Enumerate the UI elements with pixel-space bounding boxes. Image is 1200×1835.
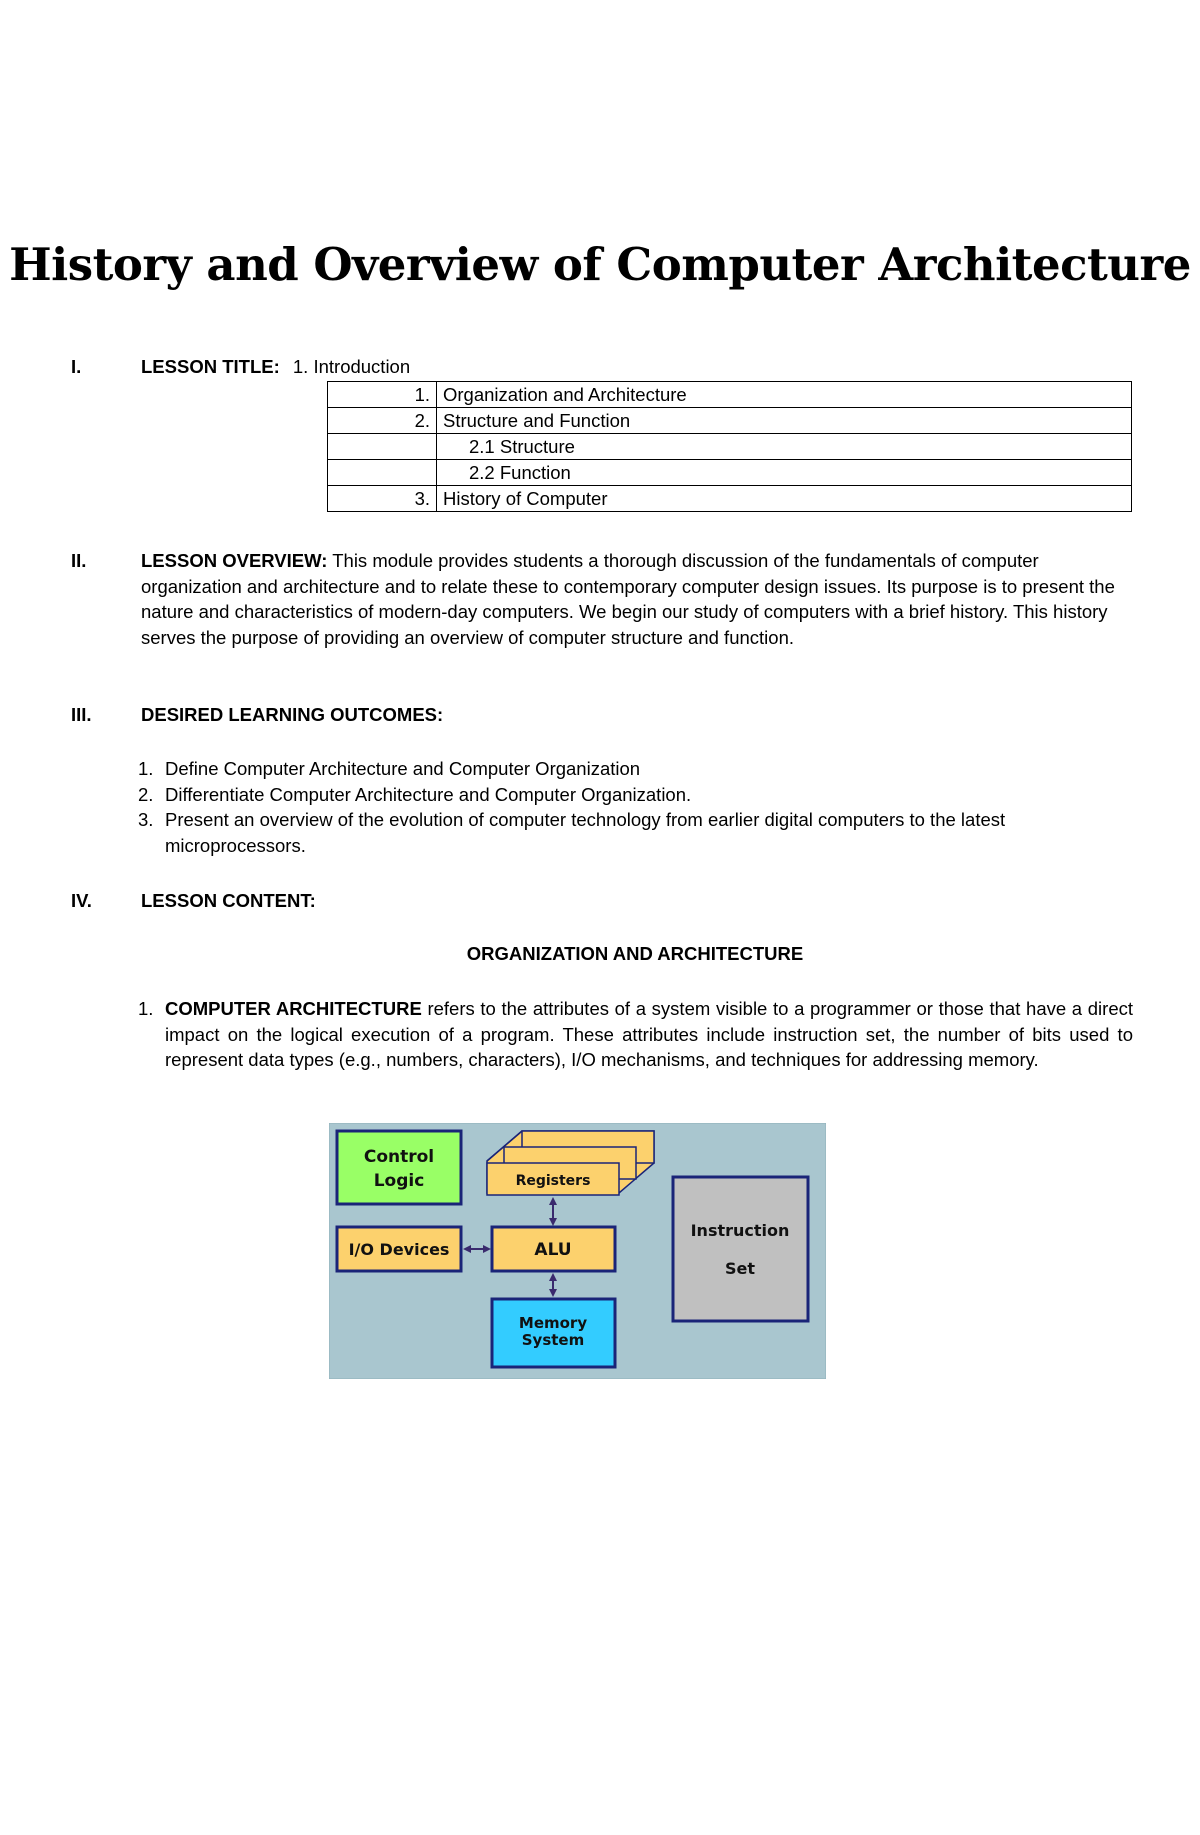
list-text: Present an overview of the evolution of computer technology from earlier digital computers to the latest microprocessors. (165, 809, 1006, 856)
topics-table (327, 381, 1132, 512)
table-row (328, 434, 1132, 460)
computer-architecture-term: COMPUTER ARCHITECTURE (165, 998, 422, 1019)
control-logic-label-2: Logic (373, 1171, 425, 1191)
lesson-content-heading: LESSON CONTENT: (141, 890, 316, 911)
learning-outcomes-list (138, 756, 1133, 858)
learning-outcomes-heading: DESIRED LEARNING OUTCOMES: (141, 704, 444, 725)
computer-architecture-definition: refers to the attributes of a system visible to a programmer or those that have a direct impact on the logical execution of a program. These attributes include instruction set, the number of bits used to represent data types (e.g., numbers, characters), I/O mechanisms, and techniques for addressing memory. (165, 998, 1133, 1070)
registers-label: Registers (515, 1173, 591, 1189)
topic-number (328, 460, 437, 486)
topic-number: 1. (328, 382, 437, 408)
topic-text: 2.1 Structure (437, 434, 1132, 460)
list-item (138, 807, 1133, 858)
registers-stack (487, 1131, 654, 1195)
section-1-heading (141, 356, 410, 378)
lesson-overview-text: This module provides students a thorough discussion of the fundamentals of computer organization and architecture and to relate these to contemporary computer design issues. Its purpose is to present the nature and characteristics of modern-day computers. We begin our study of computers with a brief history. This history serves the purpose of providing an overview of computer structure and function. (141, 550, 1115, 648)
memory-system-box (492, 1299, 615, 1367)
organization-architecture-heading: ORGANIZATION AND ARCHITECTURE (466, 943, 804, 964)
memory-label-2: System (521, 1331, 585, 1349)
control-logic-label-1: Control (363, 1147, 435, 1167)
lesson-content-list (138, 996, 1133, 1073)
section-2-numeral: II. (71, 550, 87, 571)
lesson-title-label: LESSON TITLE: (141, 356, 280, 377)
instruction-label-2: Set (724, 1259, 756, 1278)
topic-number: 2. (328, 408, 437, 434)
list-number: 1. (138, 998, 154, 1019)
instruction-set-box (673, 1177, 808, 1321)
lesson-title-intro: 1. Introduction (292, 356, 411, 377)
computer-architecture-diagram (329, 1123, 826, 1379)
list-text: Differentiate Computer Architecture and Computer Organization. (165, 783, 692, 805)
topic-text: Organization and Architecture (437, 382, 1132, 408)
section-3-numeral: III. (71, 704, 92, 725)
lesson-overview-paragraph (141, 548, 1131, 650)
table-row (328, 486, 1132, 512)
control-logic-box (337, 1131, 461, 1204)
list-item (138, 756, 1133, 782)
alu-label: ALU (534, 1240, 572, 1260)
list-text: Define Computer Architecture and Computer Organization (165, 758, 641, 779)
table-row (328, 408, 1132, 434)
io-devices-box (337, 1227, 461, 1271)
table-row (328, 382, 1132, 408)
list-number: 2. (138, 783, 154, 805)
document-title: History and Overview of Computer Architecture (9, 238, 1191, 291)
topic-number: 3. (328, 486, 437, 512)
instruction-label-1: Instruction (690, 1221, 790, 1240)
topic-text: Structure and Function (437, 408, 1132, 434)
memory-label-1: Memory (518, 1314, 588, 1332)
list-number: 1. (138, 758, 154, 779)
list-number: 3. (138, 809, 154, 830)
lesson-overview-label: LESSON OVERVIEW: (141, 550, 328, 571)
list-item (138, 996, 1133, 1073)
alu-box (492, 1227, 615, 1271)
topic-text: History of Computer (437, 486, 1132, 512)
io-devices-label: I/O Devices (348, 1240, 450, 1259)
topic-number (328, 434, 437, 460)
section-4-numeral: IV. (71, 890, 92, 911)
section-1-numeral: I. (71, 356, 82, 377)
list-item (138, 782, 1133, 808)
table-row (328, 460, 1132, 486)
topic-text: 2.2 Function (437, 460, 1132, 486)
